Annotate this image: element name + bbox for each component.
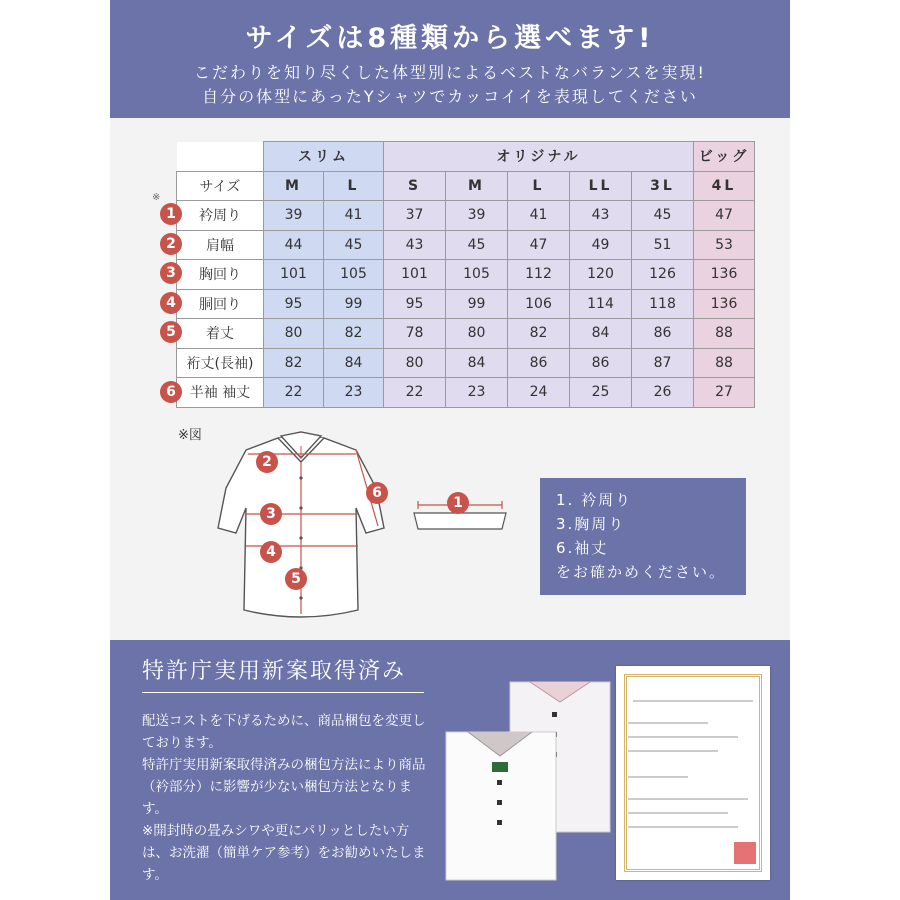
- table-cell: 80: [384, 348, 446, 378]
- size-table: [176, 141, 755, 408]
- table-cell: 105: [324, 260, 384, 290]
- table-cell: 95: [264, 289, 324, 319]
- certificate-line: [628, 736, 738, 738]
- patent-certificate-image: [616, 666, 770, 880]
- table-cell: 101: [264, 260, 324, 290]
- table-cell: 99: [324, 289, 384, 319]
- certificate-line: [633, 700, 753, 702]
- table-cell: 120: [570, 260, 632, 290]
- table-cell: 118: [632, 289, 694, 319]
- table-row: [177, 348, 755, 378]
- table-cell: 86: [570, 348, 632, 378]
- row-label: 半袖 袖丈: [177, 378, 264, 408]
- size-cell: 3L: [632, 171, 694, 201]
- marker-4: 4: [160, 292, 182, 314]
- table-cell: 80: [264, 319, 324, 349]
- table-cell: 26: [632, 378, 694, 408]
- table-cell: 45: [446, 230, 508, 260]
- shirt-marker-6: 6: [366, 482, 388, 504]
- measure-info-box: [540, 478, 746, 595]
- group-slim: スリム: [264, 142, 384, 172]
- table-cell: 45: [324, 230, 384, 260]
- certificate-seal: [734, 842, 756, 864]
- table-cell: 82: [324, 319, 384, 349]
- table-cell: 99: [446, 289, 508, 319]
- row-label: 胴回り: [177, 289, 264, 319]
- table-cell: 39: [446, 201, 508, 231]
- table-cell: 114: [570, 289, 632, 319]
- table-cell: 84: [570, 319, 632, 349]
- table-cell: 84: [446, 348, 508, 378]
- table-cell: 86: [508, 348, 570, 378]
- table-cell: 41: [508, 201, 570, 231]
- size-cell: L: [508, 171, 570, 201]
- row-label: 着丈: [177, 319, 264, 349]
- shirt-marker-5: 5: [285, 568, 307, 590]
- marker-3: 3: [160, 262, 182, 284]
- table-cell: 22: [264, 378, 324, 408]
- table-cell: 23: [446, 378, 508, 408]
- size-cell: LL: [570, 171, 632, 201]
- table-cell: 101: [384, 260, 446, 290]
- row-label: 肩幅: [177, 230, 264, 260]
- table-cell: 86: [632, 319, 694, 349]
- patent-text: [142, 710, 432, 886]
- row-label: 衿周り: [177, 201, 264, 231]
- patent-para-2: 特許庁実用新案取得済みの梱包方法により商品（衿部分）に影響が少ない梱包方法となります。: [142, 757, 426, 817]
- table-cell: 49: [570, 230, 632, 260]
- size-cell: S: [384, 171, 446, 201]
- subtitle-line-2: 自分の体型にあったYシャツでカッコイイを表現してください: [202, 87, 698, 106]
- table-cell: 53: [694, 230, 755, 260]
- row-label: 胸回り: [177, 260, 264, 290]
- table-row: [177, 230, 755, 260]
- size-cell: M: [446, 171, 508, 201]
- marker-2: 2: [160, 233, 182, 255]
- table-cell: 112: [508, 260, 570, 290]
- table-cell: 24: [508, 378, 570, 408]
- certificate-line: [628, 776, 688, 778]
- note-mark: ※: [152, 192, 161, 203]
- size-cell: M: [264, 171, 324, 201]
- table-cell: 45: [632, 201, 694, 231]
- info-line: 3.胸周り: [556, 515, 626, 533]
- shirt-marker-4: 4: [260, 541, 282, 563]
- size-cell: L: [324, 171, 384, 201]
- header-banner: [110, 0, 790, 118]
- table-cell: 47: [694, 201, 755, 231]
- shirt-marker-3: 3: [260, 503, 282, 525]
- group-big: ビッグ: [694, 142, 755, 172]
- collar-marker-1: 1: [447, 492, 469, 514]
- figure-label: ※図: [178, 428, 202, 443]
- table-cell: 136: [694, 289, 755, 319]
- marker-5: 5: [160, 321, 182, 343]
- certificate-line: [628, 750, 718, 752]
- patent-para-3: ※開封時の畳みシワや更にパリッとしたい方は、お洗濯（簡単ケア参考）をお勧めいたします。: [142, 823, 426, 883]
- table-cell: 88: [694, 348, 755, 378]
- table-cell: 126: [632, 260, 694, 290]
- certificate-line: [628, 812, 728, 814]
- certificate-line: [628, 798, 748, 800]
- size-header-row: [177, 171, 755, 201]
- subtitle-line-1: こだわりを知り尽くした体型別によるベストなバランスを実現!: [194, 63, 706, 82]
- corner-cell: [177, 142, 264, 172]
- table-row: [177, 289, 755, 319]
- table-cell: 41: [324, 201, 384, 231]
- info-line: をお確かめください。: [556, 563, 727, 581]
- table-cell: 39: [264, 201, 324, 231]
- table-cell: 80: [446, 319, 508, 349]
- page-title: サイズは8種類から選べます!: [245, 23, 655, 54]
- table-row: [177, 378, 755, 408]
- folded-shirts-image: [440, 672, 616, 882]
- certificate-line: [628, 826, 738, 828]
- group-original: オリジナル: [384, 142, 694, 172]
- row-label: 裄丈(長袖): [177, 348, 264, 378]
- table-row: [177, 260, 755, 290]
- table-cell: 84: [324, 348, 384, 378]
- table-cell: 47: [508, 230, 570, 260]
- table-cell: 82: [264, 348, 324, 378]
- table-cell: 105: [446, 260, 508, 290]
- patent-para-1: 配送コストを下げるために、商品梱包を変更しております。: [142, 713, 426, 751]
- marker-6: 6: [160, 381, 182, 403]
- size-label: サイズ: [177, 171, 264, 201]
- table-cell: 37: [384, 201, 446, 231]
- group-header-row: [177, 142, 755, 172]
- table-cell: 95: [384, 289, 446, 319]
- title-divider: [142, 692, 424, 693]
- table-cell: 88: [694, 319, 755, 349]
- table-cell: 23: [324, 378, 384, 408]
- table-cell: 27: [694, 378, 755, 408]
- table-cell: 136: [694, 260, 755, 290]
- size-cell: 4L: [694, 171, 755, 201]
- info-line: 1. 衿周り: [556, 491, 633, 509]
- patent-title: 特許庁実用新案取得済み: [142, 659, 407, 684]
- shirt-illustration: [206, 428, 396, 628]
- table-cell: 43: [384, 230, 446, 260]
- table-cell: 25: [570, 378, 632, 408]
- certificate-line: [628, 722, 708, 724]
- shirt-marker-2: 2: [256, 451, 278, 473]
- table-cell: 82: [508, 319, 570, 349]
- table-cell: 22: [384, 378, 446, 408]
- info-line: 6.袖丈: [556, 539, 609, 557]
- table-cell: 44: [264, 230, 324, 260]
- table-row: [177, 319, 755, 349]
- table-row: [177, 201, 755, 231]
- table-cell: 106: [508, 289, 570, 319]
- table-cell: 87: [632, 348, 694, 378]
- table-cell: 78: [384, 319, 446, 349]
- table-cell: 51: [632, 230, 694, 260]
- table-cell: 43: [570, 201, 632, 231]
- marker-1: 1: [160, 203, 182, 225]
